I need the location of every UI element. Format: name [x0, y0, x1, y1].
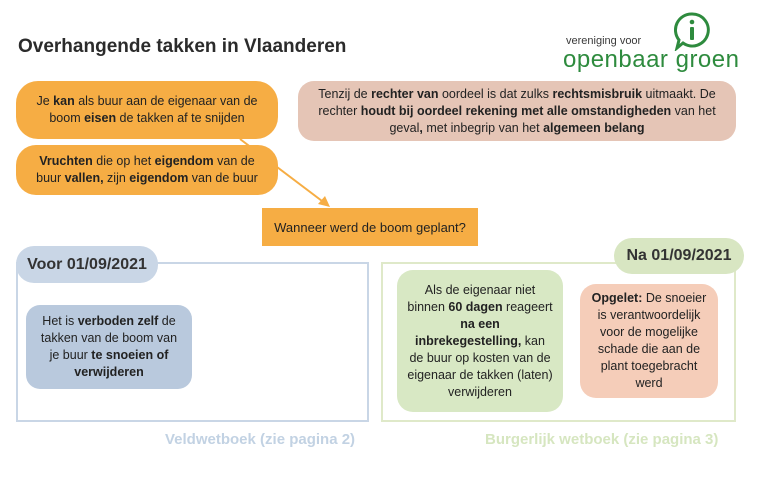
can-demand-box: Je kan als buur aan de eigenaar van de boom eisen de takken af te snijden	[16, 81, 278, 139]
planting-date-question: Wanneer werd de boom geplant?	[262, 208, 478, 246]
after-date-tag: Na 01/09/2021	[614, 238, 744, 274]
fruits-box: Vruchten die op het eigendom van de buur vallen, zijn eigendom van de buur	[16, 145, 278, 195]
forbidden-pruning-box: Het is verboden zelf de takken van de boom van je buur te snoeien of verwijderen	[26, 305, 192, 389]
logo-wordmark: openbaar groen	[563, 46, 740, 73]
civil-code-footer: Burgerlijk wetboek (zie pagina 3)	[485, 431, 719, 448]
logo-tagline: vereniging voor	[566, 35, 642, 47]
judge-exception-box: Tenzij de rechter van oordeel is dat zulks rechtsmisbruik uitmaakt. De rechter houdt bij oordeel rekening met alle omstandigheden van het geval, met inbegrip van het algemeen belang	[298, 81, 736, 141]
before-date-tag: Voor 01/09/2021	[16, 246, 158, 283]
page-title: Overhangende takken in Vlaanderen	[18, 36, 347, 57]
rural-code-footer: Veldwetboek (zie pagina 2)	[165, 431, 356, 448]
warning-note-box: Opgelet: De snoeier is verantwoordelijk voor de mogelijke schade die aan de plant toegebracht werd	[580, 284, 718, 398]
sixty-days-box: Als de eigenaar niet binnen 60 dagen reageert na een inbrekegestelling, kan de buur op kosten van de eigenaar de takken (laten) verwijderen	[397, 270, 563, 412]
